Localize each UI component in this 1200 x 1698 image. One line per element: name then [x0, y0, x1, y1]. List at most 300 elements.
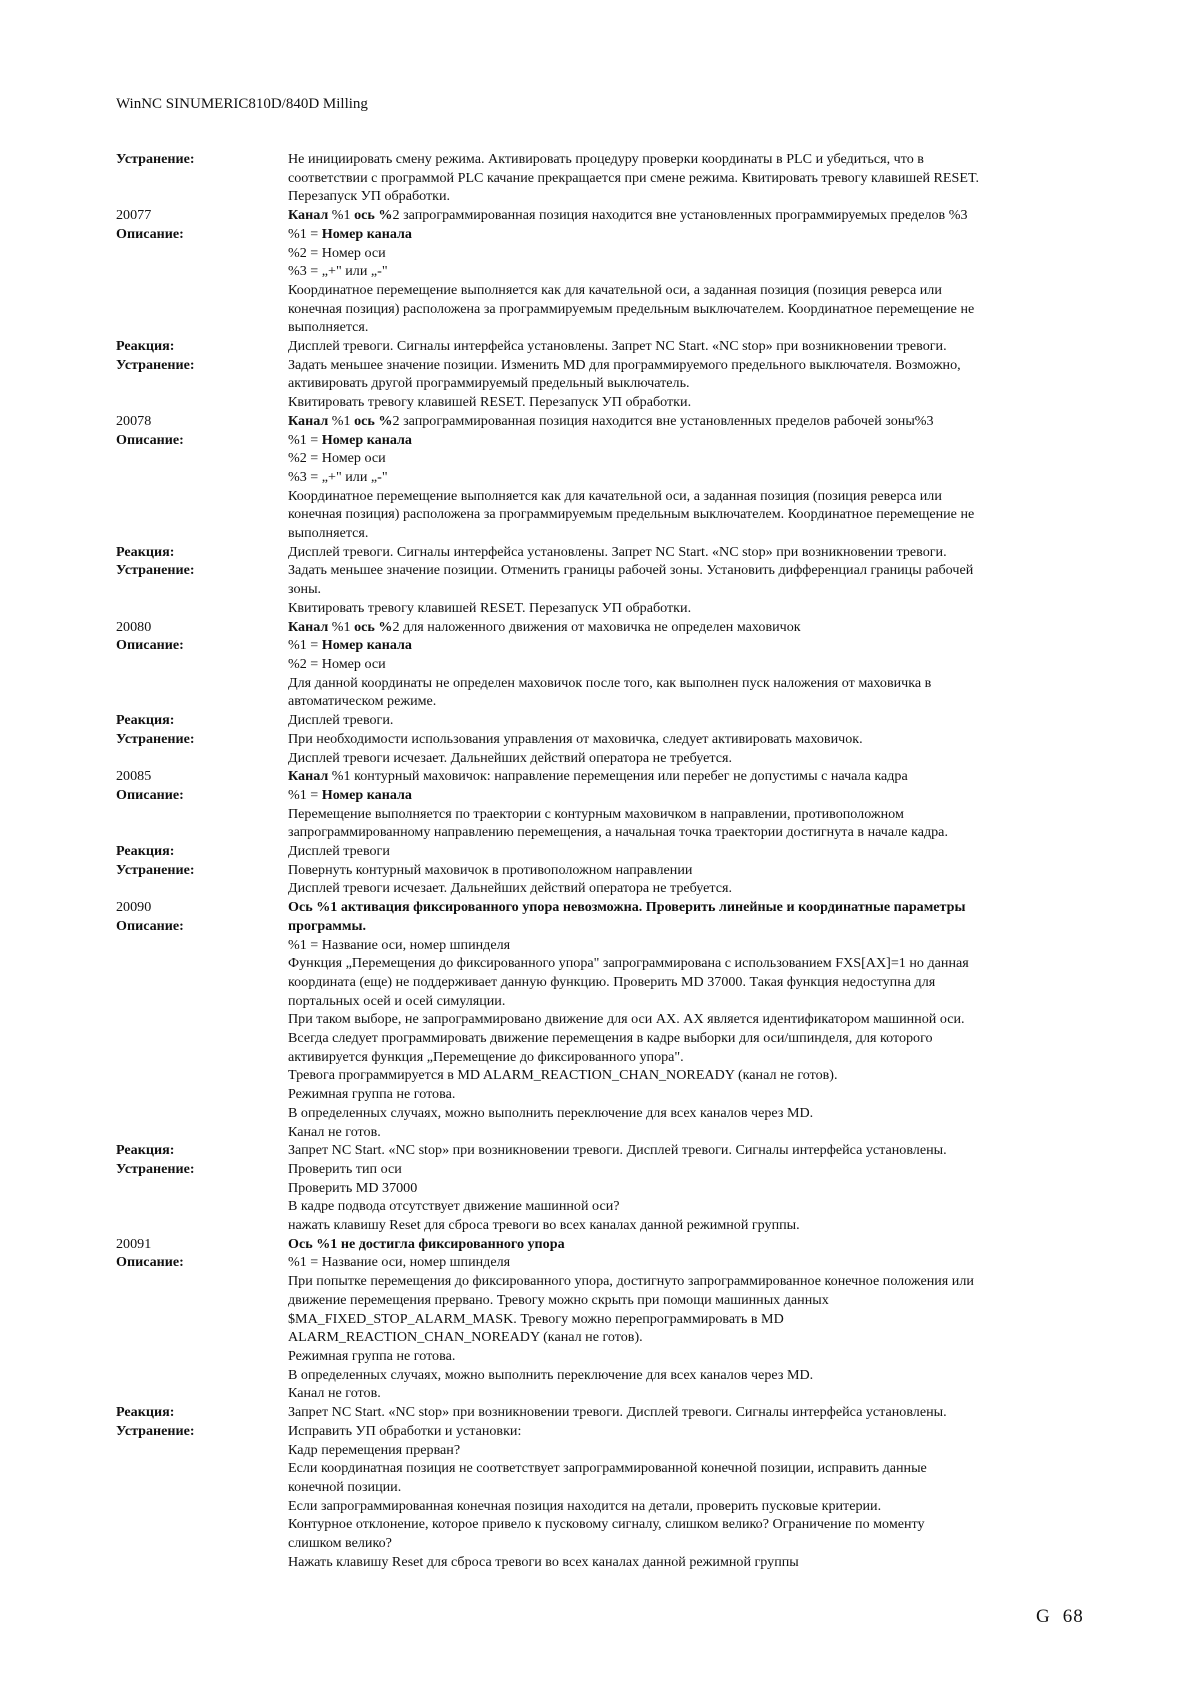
line-label: 20091 — [116, 1235, 152, 1252]
line-label — [116, 1085, 288, 1104]
text-segment: конечная позиция) расположена за программируемым предельным выключателем. Координатное перемещение не — [288, 506, 975, 523]
text-segment: координата (еще) не поддерживает данную функцию. Проверить MD 37000. Такая функция недоступна для — [288, 973, 936, 990]
line-text — [288, 636, 1086, 655]
line-label: Описание: — [116, 786, 184, 803]
line-text — [288, 1179, 1086, 1198]
line-text — [288, 150, 1086, 169]
text-segment: %1 = Название оси, номер шпинделя — [288, 1254, 511, 1271]
line-label: 20085 — [116, 768, 152, 785]
line-label: Реакция: — [116, 1142, 175, 1159]
text-segment: Режимная группа не готова. — [288, 1348, 456, 1364]
alarm-line — [116, 244, 1086, 263]
line-text — [288, 1085, 1086, 1104]
line-text — [288, 580, 1086, 599]
alarm-line — [116, 505, 1086, 524]
alarm-line — [116, 674, 1086, 693]
line-label: Реакция: — [116, 843, 175, 860]
alarm-line — [116, 730, 1086, 749]
alarm-line — [116, 1459, 1086, 1478]
text-segment: %1 контурный маховичок: направление перемещения или перебег не допустимы с начала кадра — [328, 768, 908, 785]
line-text — [288, 1253, 1086, 1272]
line-label: 20077 — [116, 207, 152, 224]
line-label — [116, 244, 288, 263]
text-segment: Тревога программируется в MD ALARM_REACTION_CHAN_NOREADY (канал не готов). — [288, 1067, 838, 1084]
alarm-line — [116, 655, 1086, 674]
alarm-line — [116, 169, 1086, 188]
line-label: Реакция: — [116, 1404, 175, 1421]
alarm-line — [116, 749, 1086, 768]
alarm-line — [116, 1422, 1086, 1441]
text-segment: Ось %1 активация фиксированного упора невозможна. Проверить линейные и координатные параметры — [288, 899, 966, 916]
alarm-line — [116, 1085, 1086, 1104]
line-label — [116, 1478, 288, 1497]
text-segment: Номер канала — [321, 225, 412, 242]
line-label — [116, 169, 288, 188]
line-text — [288, 1104, 1086, 1123]
alarm-line — [116, 150, 1086, 169]
line-label — [116, 262, 288, 281]
line-text — [288, 524, 1086, 543]
page-number: 68 — [1062, 1606, 1084, 1627]
line-text — [288, 356, 1086, 375]
alarm-line — [116, 561, 1086, 580]
line-label — [116, 1515, 288, 1534]
text-segment: конечная позиция) расположена за программируемым предельным выключателем. Координатное перемещение не — [288, 300, 975, 317]
text-segment: $MA_FIXED_STOP_ALARM_MASK. Тревогу можно перепрограммировать в MD — [288, 1310, 784, 1327]
text-segment: %2 = Номер оси — [288, 244, 386, 261]
line-label — [116, 655, 288, 674]
line-label: Описание: — [116, 225, 184, 242]
text-segment: Если координатная позиция не соответствует запрограммированной конечной позиции, исправить данные — [288, 1460, 927, 1477]
line-text — [288, 1272, 1086, 1291]
text-segment: Не инициировать смену режима. Активировать процедуру проверки координаты в PLC и убедиться, что в — [288, 151, 924, 167]
text-segment: слишком велико? — [288, 1535, 392, 1552]
line-label — [116, 487, 288, 506]
line-label — [116, 468, 288, 487]
line-text — [288, 1347, 1086, 1366]
line-text — [288, 561, 1086, 580]
alarm-line — [116, 1310, 1086, 1329]
line-text — [288, 1459, 1086, 1478]
alarm-line — [116, 936, 1086, 955]
alarm-line — [116, 1029, 1086, 1048]
line-label: 20090 — [116, 899, 152, 916]
text-segment: Координатное перемещение выполняется как для качательной оси, а заданная позиция (позиция реверса или — [288, 487, 942, 504]
line-text — [288, 1048, 1086, 1067]
line-label: Описание: — [116, 917, 184, 934]
line-label — [116, 318, 288, 337]
line-text — [288, 730, 1086, 749]
line-text — [288, 1291, 1086, 1310]
line-label — [116, 692, 288, 711]
text-segment: При попытке перемещения до фиксированного упора, достигнуто запрограммированное конечное положения или — [288, 1273, 974, 1290]
alarm-line — [116, 1066, 1086, 1085]
text-segment: В кадре подвода отсутствует движение машинной оси? — [288, 1198, 620, 1215]
line-label — [116, 1048, 288, 1067]
text-segment: %1 = — [288, 431, 322, 448]
alarm-line — [116, 861, 1086, 880]
text-segment: Канал не готов. — [288, 1123, 381, 1140]
line-text — [288, 1328, 1086, 1347]
alarm-line — [116, 524, 1086, 543]
line-label — [116, 300, 288, 319]
alarm-line — [116, 1515, 1086, 1534]
line-text — [288, 543, 1086, 562]
line-text — [288, 786, 1086, 805]
text-segment: Дисплей тревоги исчезает. Дальнейших действий оператора не требуется. — [288, 749, 732, 766]
line-label — [116, 973, 288, 992]
line-label: Устранение: — [116, 861, 195, 878]
text-segment: %3 = „+" или „-" — [288, 263, 388, 280]
line-text — [288, 300, 1086, 319]
text-segment: %3 = „+" или „-" — [288, 468, 388, 485]
line-text — [288, 1534, 1086, 1553]
line-label — [116, 580, 288, 599]
line-text — [288, 1384, 1086, 1403]
line-text — [288, 281, 1086, 300]
alarm-line — [116, 1328, 1086, 1347]
alarm-line — [116, 1048, 1086, 1067]
line-label — [116, 374, 288, 393]
line-text — [288, 1123, 1086, 1142]
line-text — [288, 206, 1086, 225]
line-text — [288, 936, 1086, 955]
text-segment: В определенных случаях, можно выполнить переключение для всех каналов через MD. — [288, 1104, 814, 1121]
text-segment: запрограммированному направлению перемещения, а начальная точка траектории достигнута в начале кадра. — [288, 824, 948, 841]
text-segment: Дисплей тревоги. Сигналы интерфейса установлены. Запрет NC Start. «NC stop» при возникновении тревоги. — [288, 338, 947, 355]
text-segment: Ось %1 не достигла фиксированного упора — [288, 1235, 565, 1252]
text-segment: Дисплей тревоги. — [288, 712, 394, 729]
text-segment: Режимная группа не готова. — [288, 1086, 456, 1103]
alarm-line — [116, 1403, 1086, 1422]
line-text — [288, 318, 1086, 337]
alarm-line — [116, 636, 1086, 655]
text-segment: Канал — [288, 768, 329, 785]
text-segment: Контурное отклонение, которое привело к пусковому сигналу, слишком велико? Ограничение по моменту — [288, 1516, 925, 1533]
alarm-line — [116, 898, 1086, 917]
text-segment: В определенных случаях, можно выполнить переключение для всех каналов через MD. — [288, 1366, 814, 1383]
line-label — [116, 505, 288, 524]
line-label: Устранение: — [116, 730, 195, 747]
alarm-line — [116, 1010, 1086, 1029]
alarm-line — [116, 1104, 1086, 1123]
line-text — [288, 1497, 1086, 1516]
line-text — [288, 749, 1086, 768]
line-text — [288, 1010, 1086, 1029]
alarm-line — [116, 711, 1086, 730]
text-segment: %1 — [328, 618, 355, 635]
line-label — [116, 281, 288, 300]
alarm-line — [116, 973, 1086, 992]
text-segment: ось % — [354, 618, 393, 635]
alarm-line — [116, 1441, 1086, 1460]
document-header: WinNC SINUMERIC810D/840D Milling — [116, 96, 368, 112]
text-segment: Запрет NC Start. «NC stop» при возникновении тревоги. Дисплей тревоги. Сигналы интерфейса установлены. — [288, 1404, 947, 1421]
line-text — [288, 973, 1086, 992]
alarm-line — [116, 1123, 1086, 1142]
line-text — [288, 1403, 1086, 1422]
text-segment: %1 = — [288, 786, 322, 803]
line-text — [288, 711, 1086, 730]
line-text — [288, 1310, 1086, 1329]
text-segment: %2 = Номер оси — [288, 450, 386, 467]
line-label — [116, 449, 288, 468]
alarm-line — [116, 1497, 1086, 1516]
line-label — [116, 1010, 288, 1029]
text-segment: При необходимости использования управления от маховичка, следует активировать маховичок. — [288, 730, 863, 747]
text-segment: выполняется. — [288, 525, 369, 542]
line-label — [116, 1029, 288, 1048]
text-segment: Канал — [288, 207, 329, 224]
line-label: Устранение: — [116, 1422, 195, 1439]
text-segment: При таком выборе, не запрограммировано движение для оси АХ. АХ является идентификатором машинной оси. — [288, 1011, 965, 1028]
text-segment: 2 для наложенного движения от маховичка не определен маховичок — [392, 618, 801, 635]
line-label — [116, 1216, 288, 1235]
line-label: Устранение: — [116, 151, 195, 167]
line-label — [116, 879, 288, 898]
line-label — [116, 1553, 288, 1572]
line-label — [116, 674, 288, 693]
line-label — [116, 599, 288, 618]
alarm-line — [116, 879, 1086, 898]
line-label — [116, 954, 288, 973]
line-text — [288, 823, 1086, 842]
alarm-line — [116, 805, 1086, 824]
section-letter: G — [1036, 1606, 1051, 1627]
text-segment: %1 = — [288, 637, 322, 654]
text-segment: %1 — [328, 412, 355, 429]
alarm-line — [116, 1347, 1086, 1366]
line-label — [116, 187, 288, 206]
line-text — [288, 1216, 1086, 1235]
line-label — [116, 1066, 288, 1085]
text-segment: Дисплей тревоги исчезает. Дальнейших действий оператора не требуется. — [288, 880, 732, 897]
line-text — [288, 393, 1086, 412]
text-segment: Запрет NC Start. «NC stop» при возникновении тревоги. Дисплей тревоги. Сигналы интерфейса установлены. — [288, 1142, 947, 1159]
alarm-line — [116, 786, 1086, 805]
line-text — [288, 954, 1086, 973]
line-text — [288, 898, 1086, 917]
line-text — [288, 1366, 1086, 1385]
line-text — [288, 1553, 1086, 1572]
alarm-line — [116, 318, 1086, 337]
line-text — [288, 655, 1086, 674]
alarm-line — [116, 356, 1086, 375]
alarm-line — [116, 412, 1086, 431]
alarm-line — [116, 187, 1086, 206]
line-text — [288, 1160, 1086, 1179]
line-label — [116, 1384, 288, 1403]
text-segment: нажать клавишу Reset для сброса тревоги во всех каналах данной режимной группы. — [288, 1217, 800, 1234]
line-label: Реакция: — [116, 543, 175, 560]
text-segment: ALARM_REACTION_CHAN_NOREADY (канал не готов). — [288, 1329, 643, 1346]
alarm-line — [116, 1366, 1086, 1385]
line-label — [116, 1272, 288, 1291]
alarm-line — [116, 468, 1086, 487]
line-label — [116, 1179, 288, 1198]
alarm-line — [116, 431, 1086, 450]
alarm-line — [116, 1216, 1086, 1235]
line-label — [116, 1123, 288, 1142]
line-label — [116, 749, 288, 768]
line-text — [288, 861, 1086, 880]
line-label — [116, 1197, 288, 1216]
line-label — [116, 1347, 288, 1366]
text-segment: ось % — [354, 412, 393, 429]
line-text — [288, 431, 1086, 450]
line-text — [288, 187, 1086, 206]
text-segment: Номер канала — [321, 637, 412, 654]
line-text — [288, 992, 1086, 1011]
line-text — [288, 1029, 1086, 1048]
text-segment: Номер канала — [321, 431, 412, 448]
alarm-line — [116, 374, 1086, 393]
line-text — [288, 449, 1086, 468]
text-segment: Всегда следует программировать движение перемещения в кадре выборки для оси/шпинделя, для которого — [288, 1030, 933, 1047]
line-label — [116, 1441, 288, 1460]
text-segment: Канал — [288, 412, 329, 429]
alarm-line — [116, 1534, 1086, 1553]
alarm-line — [116, 281, 1086, 300]
text-segment: Проверить MD 37000 — [288, 1179, 418, 1196]
line-label: 20078 — [116, 412, 152, 429]
line-label: 20080 — [116, 618, 152, 635]
text-segment: Дисплей тревоги. Сигналы интерфейса установлены. Запрет NC Start. «NC stop» при возникновении тревоги. — [288, 543, 947, 560]
line-label — [116, 805, 288, 824]
line-label: Описание: — [116, 637, 184, 654]
text-segment: Функция „Перемещения до фиксированного упора" запрограммирована с использованием FXS[AX]=1 но данная — [288, 955, 969, 972]
line-text — [288, 879, 1086, 898]
line-text — [288, 1066, 1086, 1085]
alarm-line — [116, 225, 1086, 244]
alarm-line — [116, 954, 1086, 973]
line-text — [288, 262, 1086, 281]
text-segment: 2 запрограммированная позиция находится вне установленных пределов рабочей зоны%3 — [392, 412, 934, 429]
text-segment: Перемещение выполняется по траектории с контурным маховичком в направлении, противоположном — [288, 805, 904, 822]
text-segment: автоматическом режиме. — [288, 693, 437, 710]
alarm-line — [116, 823, 1086, 842]
alarm-line — [116, 337, 1086, 356]
line-label: Устранение: — [116, 562, 195, 579]
text-segment: зоны. — [288, 581, 322, 598]
text-segment: Исправить УП обработки и установки: — [288, 1422, 522, 1439]
text-segment: %2 = Номер оси — [288, 655, 386, 672]
alarm-line — [116, 262, 1086, 281]
alarm-line — [116, 1253, 1086, 1272]
line-text — [288, 842, 1086, 861]
line-label — [116, 1310, 288, 1329]
text-segment: соответствии с программой PLC качание прекращается при смене режима. Квитировать тревогу клавишей RESET. — [288, 169, 980, 186]
text-segment: Дисплей тревоги — [288, 843, 390, 860]
alarm-line — [116, 767, 1086, 786]
line-text — [288, 225, 1086, 244]
line-label — [116, 936, 288, 955]
alarm-line — [116, 1197, 1086, 1216]
line-label — [116, 393, 288, 412]
line-text — [288, 1141, 1086, 1160]
text-segment: конечной позиции. — [288, 1478, 402, 1495]
text-segment: Задать меньшее значение позиции. Отменить границы рабочей зоны. Установить дифференциал границы рабочей — [288, 562, 974, 579]
text-segment: 2 запрограммированная позиция находится вне установленных программируемых пределов %3 — [392, 207, 968, 224]
text-segment: активируется функция „Перемещение до фиксированного упора". — [288, 1048, 684, 1065]
alarm-line — [116, 1141, 1086, 1160]
alarm-line — [116, 992, 1086, 1011]
line-text — [288, 618, 1086, 637]
text-segment: Квитировать тревогу клавишей RESET. Перезапуск УП обработки. — [288, 599, 692, 616]
line-text — [288, 487, 1086, 506]
text-segment: Перезапуск УП обработки. — [288, 188, 451, 205]
alarm-line — [116, 487, 1086, 506]
line-text — [288, 767, 1086, 786]
line-label: Реакция: — [116, 712, 175, 729]
alarm-line — [116, 393, 1086, 412]
text-segment: %1 = Название оси, номер шпинделя — [288, 936, 511, 953]
line-text — [288, 1197, 1086, 1216]
alarm-line — [116, 1235, 1086, 1254]
line-label — [116, 1328, 288, 1347]
line-text — [288, 1441, 1086, 1460]
line-text — [288, 412, 1086, 431]
alarm-line — [116, 1478, 1086, 1497]
text-segment: программы. — [288, 917, 367, 934]
line-label — [116, 992, 288, 1011]
text-segment: Кадр перемещения прерван? — [288, 1441, 461, 1458]
line-label: Устранение: — [116, 1160, 195, 1177]
line-text — [288, 244, 1086, 263]
line-text — [288, 1235, 1086, 1254]
line-label — [116, 1366, 288, 1385]
text-segment: движение перемещения прервано. Тревогу можно скрыть при помощи машинных данных — [288, 1291, 829, 1308]
text-segment: выполняется. — [288, 319, 369, 336]
line-text — [288, 374, 1086, 393]
line-label: Описание: — [116, 431, 184, 448]
page-footer — [1036, 1606, 1096, 1628]
line-text — [288, 674, 1086, 693]
text-segment: ось % — [354, 207, 393, 224]
text-segment: Повернуть контурный маховичок в противоположном направлении — [288, 861, 693, 878]
text-segment: %1 = — [288, 225, 322, 242]
alarm-line — [116, 1179, 1086, 1198]
alarm-line — [116, 842, 1086, 861]
line-label — [116, 524, 288, 543]
line-text — [288, 1478, 1086, 1497]
alarm-line — [116, 1272, 1086, 1291]
line-label — [116, 1104, 288, 1123]
alarm-line — [116, 543, 1086, 562]
text-segment: Квитировать тревогу клавишей RESET. Перезапуск УП обработки. — [288, 394, 692, 411]
line-text — [288, 505, 1086, 524]
text-segment: Для данной координаты не определен маховичок после того, как выполнен пуск наложения от маховичка в — [288, 674, 932, 691]
text-segment: Если запрограммированная конечная позиция находится на детали, проверить пусковые критерии. — [288, 1497, 882, 1514]
text-segment: Канал не готов. — [288, 1385, 381, 1402]
alarm-line — [116, 300, 1086, 319]
alarm-line — [116, 206, 1086, 225]
alarm-line — [116, 618, 1086, 637]
text-segment: Координатное перемещение выполняется как для качательной оси, а заданная позиция (позиция реверса или — [288, 281, 942, 298]
text-segment: %1 — [328, 207, 355, 224]
alarm-line — [116, 917, 1086, 936]
text-segment: Номер канала — [321, 786, 412, 803]
alarm-line — [116, 580, 1086, 599]
line-label — [116, 1497, 288, 1516]
line-label: Устранение: — [116, 356, 195, 373]
line-label — [116, 823, 288, 842]
alarm-list — [116, 150, 1086, 1571]
text-segment: Канал — [288, 618, 329, 635]
text-segment: активировать другой программируемый предельный выключатель. — [288, 375, 690, 392]
line-text — [288, 169, 1086, 188]
line-label — [116, 1534, 288, 1553]
